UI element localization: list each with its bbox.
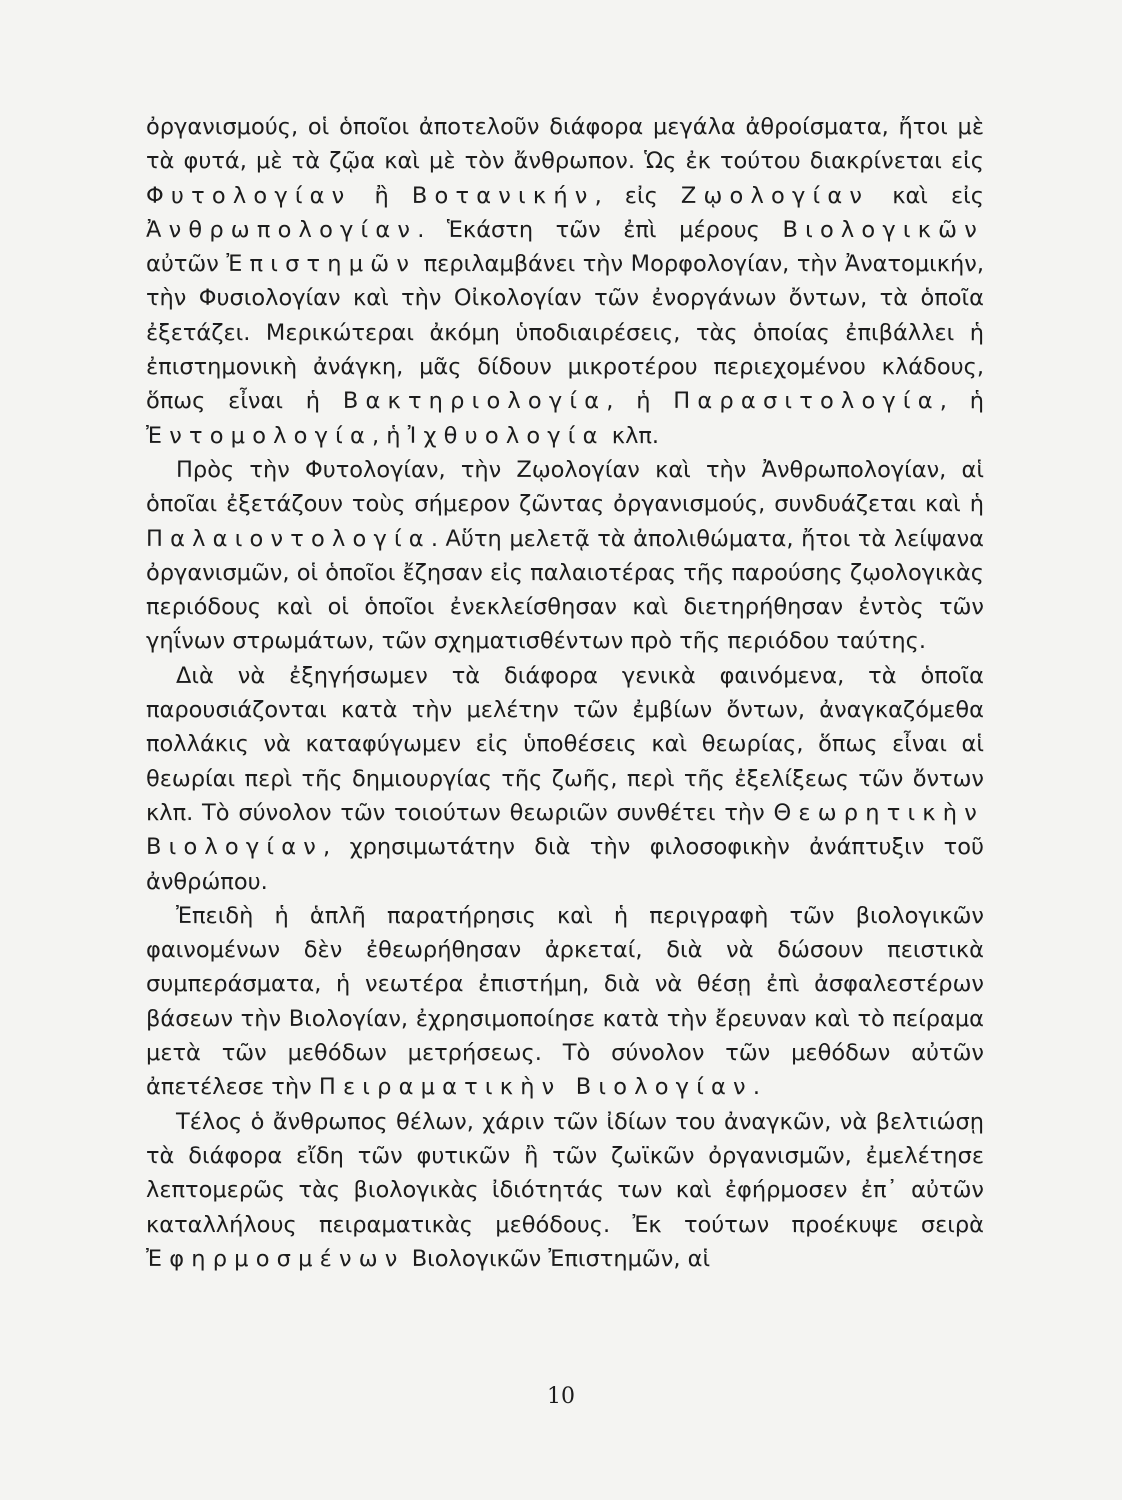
text-segment: περιλαμβάνει τὴν Μορφολογίαν, τὴν Ἀνατομικήν, τὴν Φυσιολογίαν καὶ τὴν Οἰκολογίαν τῶν ἐνοργάνων ὄντων, τὰ ὁποῖα ἐξετάζει. Μερικώτεραι ἀκόμη ὑποδιαιρέσεις, τὰς ὁποίας ἐπιβάλλει ἡ ἐπιστημονικὴ ἀνάγκη, μᾶς δίδουν μικροτέρου περιεχομένου κλάδους, ὅπως εἶναι ἡ: [146, 251, 984, 415]
text-segment: κλπ.: [604, 422, 660, 449]
spaced-term: Βοτανικήν: [411, 182, 595, 209]
text-segment: , ἡ: [606, 388, 674, 415]
spaced-term: Ζῳολογίαν: [680, 182, 870, 209]
text-segment: . Ἑκάστη τῶν ἐπὶ μέρους: [417, 216, 783, 243]
spaced-term: Φυτολογίαν: [146, 182, 352, 209]
text-segment: ἢ: [351, 182, 412, 209]
text-segment: Τέλος ὁ ἄνθρωπος θέλων, χάριν τῶν ἰδίων του ἀναγκῶν, νὰ βελτιώσῃ τὰ διάφορα εἴδη τῶν φυτικῶν ἢ τῶν ζωϊκῶν ὀργανισμῶν, ἐμελέτησε λεπτομερῶς τὰς βιολογικὰς ἰδιότητάς των καὶ ἐφήρμοσεν ἐπ᾽ αὐτῶν καταλλήλους πειραματικὰς μεθόδους. Ἐκ τούτων προέκυψε σειρὰ: [146, 1108, 984, 1238]
text-segment: .: [752, 1074, 760, 1101]
paragraph: [146, 659, 984, 899]
paragraph: [146, 1105, 984, 1276]
paragraph: [146, 110, 984, 453]
spaced-term: Παλαιοντολογία: [146, 525, 431, 552]
body-text: [146, 110, 984, 1276]
spaced-term: Ἐφηρμοσμένων: [146, 1245, 405, 1272]
text-segment: , εἰς: [594, 182, 681, 209]
text-segment: Ἐπειδὴ ἡ ἁπλῆ παρατήρησις καὶ ἡ περιγραφὴ τῶν βιολογικῶν φαινομένων δὲν ἐθεωρήθησαν ἀρκεταί, διὰ νὰ δώσουν πειστικὰ συμπεράσματα, ἡ νεωτέρα ἐπιστήμη, διὰ νὰ θέσῃ ἐπὶ ἀσφαλεστέρων βάσεων τὴν Βιολογίαν, ἐχρησιμοποίησε κατὰ τὴν ἔρευναν καὶ τὸ πείραμα μετὰ τῶν μεθόδων μετρήσεως. Τὸ σύνολον τῶν μεθόδων αὐτῶν ἀπετέλεσε τὴν: [146, 902, 984, 1101]
text-segment: αὐτῶν: [146, 251, 227, 278]
spaced-term: Ἐπιστημῶν: [226, 251, 417, 278]
text-segment: Διὰ νὰ ἐξηγήσωμεν τὰ διάφορα γενικὰ φαινόμενα, τὰ ὁποῖα παρουσιάζονται κατὰ τὴν μελέτην τῶν ἐμβίων ὄντων, ἀναγκαζόμεθα πολλάκις νὰ καταφύγωμεν εἰς ὑποθέσεις καὶ θεωρίας, ὅπως εἶναι αἱ θεωρίαι περὶ τῆς δημιουργίας τῆς ζωῆς, περὶ τῆς ἐξελίξεως τῶν ὄντων κλπ. Τὸ σύνολον τῶν τοιούτων θεωριῶν συνθέτει τὴν: [146, 662, 984, 826]
spaced-term: Βιολογικῶν: [782, 216, 984, 243]
spaced-term: Βακτηριολογία: [342, 388, 607, 415]
text-segment: . Αὕτη μελετᾷ τὰ ἀπολιθώματα, ἤτοι τὰ λείψανα ὀργανισμῶν, οἱ ὁποῖοι ἔζησαν εἰς παλαιοτέρας τῆς παρούσης ζῳολογικὰς περιόδους καὶ οἱ ὁποῖοι ἐνεκλείσθησαν καὶ διετηρήθησαν ἐντὸς τῶν γηΐνων στρωμάτων, τῶν σχηματισθέντων πρὸ τῆς περιόδου ταύτης.: [146, 525, 984, 655]
spaced-term: Πειραματικὴν Βιολογίαν: [318, 1074, 753, 1101]
text-segment: Βιολογικῶν Ἐπιστημῶν, αἱ: [404, 1245, 711, 1272]
paragraph: [146, 899, 984, 1105]
paragraph: [146, 453, 984, 659]
spaced-term: Παρασιτολογία: [673, 388, 940, 415]
text-segment: καὶ εἰς: [869, 182, 984, 209]
text-segment: , χρησιμωτάτην διὰ τὴν φιλοσοφικὴν ἀνάπτυξιν τοῦ ἀνθρώπου.: [146, 834, 984, 895]
spaced-term: Ἰχθυολογία: [407, 422, 605, 449]
text-segment: ὀργανισμούς, οἱ ὁποῖοι ἀποτελοῦν διάφορα μεγάλα ἀθροίσματα, ἤτοι μὲ τὰ φυτά, μὲ τὰ ζῷα καὶ μὲ τὸν ἄνθρωπον. Ὡς ἐκ τούτου διακρίνεται εἰς: [146, 114, 984, 175]
text-segment: , ἡ: [939, 388, 984, 415]
text-segment: , ἡ: [372, 422, 408, 449]
spaced-term: Ἐντομολογία: [146, 422, 372, 449]
page-number: 10: [547, 1384, 575, 1409]
spaced-term: Θεωρητικὴν Βιολογίαν: [146, 799, 984, 861]
text-segment: Πρὸς τὴν Φυτολογίαν, τὴν Ζῳολογίαν καὶ τὴν Ἀνθρωπολογίαν, αἱ ὁποῖαι ἐξετάζουν τοὺς σήμερον ζῶντας ὀργανισμούς, συνδυάζεται καὶ ἡ: [146, 456, 984, 518]
spaced-term: Ἀνθρωπολογίαν: [146, 216, 418, 243]
